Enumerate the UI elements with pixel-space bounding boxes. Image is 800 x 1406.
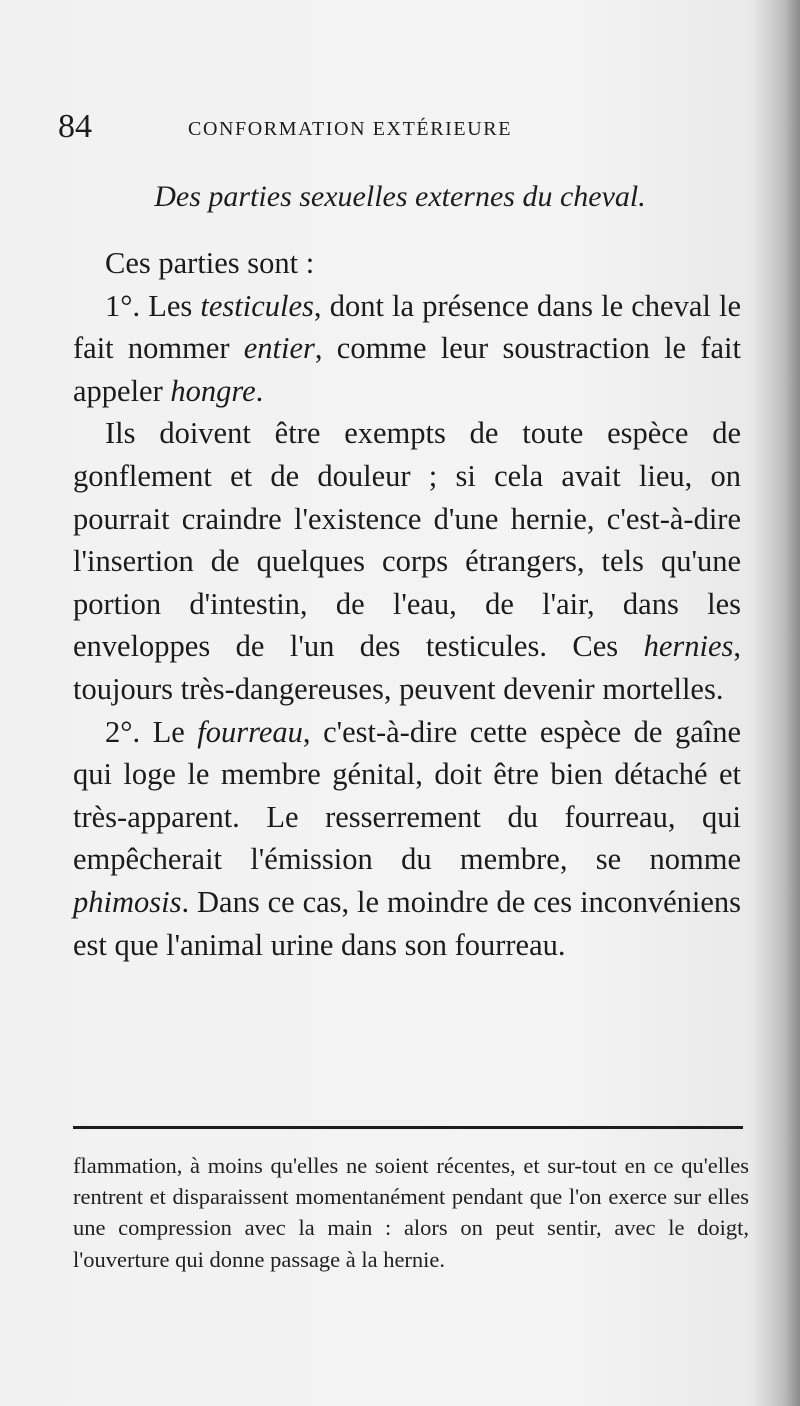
running-title: CONFORMATION EXTÉRIEURE (188, 118, 513, 140)
paragraph-hernie: Ils doivent être exempts de toute espèce de gonflement et de douleur ; si cela avait lieu, on pourrait craindre l'existence d'une hernie, c'est-à-dire l'insertion de quelques corps étrangers, tels qu'une portion d'intestin, de l'eau, de l'air, dans les enveloppes de l'un des testicules. Ces hernies, toujours très-dangereuses, peuvent devenir mortelles. (73, 416, 741, 706)
footnote-rule (73, 1126, 743, 1129)
body-text (73, 242, 741, 966)
item-number: 2°. (105, 714, 141, 749)
term-hongre: hongre (170, 373, 256, 408)
item-number: 1°. (105, 288, 141, 323)
term-entier: entier (243, 331, 315, 366)
term-hernies: hernies (643, 629, 734, 664)
term-testicules: testicules (200, 288, 314, 323)
paragraph-intro: Ces parties sont : (105, 246, 315, 280)
paragraph-fourreau: 2°. Le fourreau, c'est-à-dire cette espèce de gaîne qui loge le membre génital, doit être bien détaché et très-apparent. Le resserrement du fourreau, qui empêcherait l'émission du membre, se nomme phimosis. Dans ce cas, le moindre de ces inconvéniens est que l'animal urine dans son fourreau. (73, 714, 741, 962)
page-header (58, 108, 758, 158)
term-fourreau: fourreau (197, 714, 303, 749)
paragraph-testicules: 1°. Les testicules, dont la présence dans le cheval le fait nommer entier, comme leur soustraction le fait appeler hongre. (73, 288, 741, 408)
page-number: 84 (58, 108, 92, 145)
footnote (73, 1150, 749, 1275)
term-phimosis: phimosis (73, 884, 182, 919)
section-title: Des parties sexuelles externes du cheval. (154, 180, 646, 213)
footnote-text: flammation, à moins qu'elles ne soient récentes, et sur-tout en ce qu'elles rentrent et disparaissent momentanément pendant que l'on exerce sur elles une compression avec la main : alors on peut sentir, avec le doigt, l'ouverture qui donne passage à la hernie. (73, 1153, 749, 1272)
